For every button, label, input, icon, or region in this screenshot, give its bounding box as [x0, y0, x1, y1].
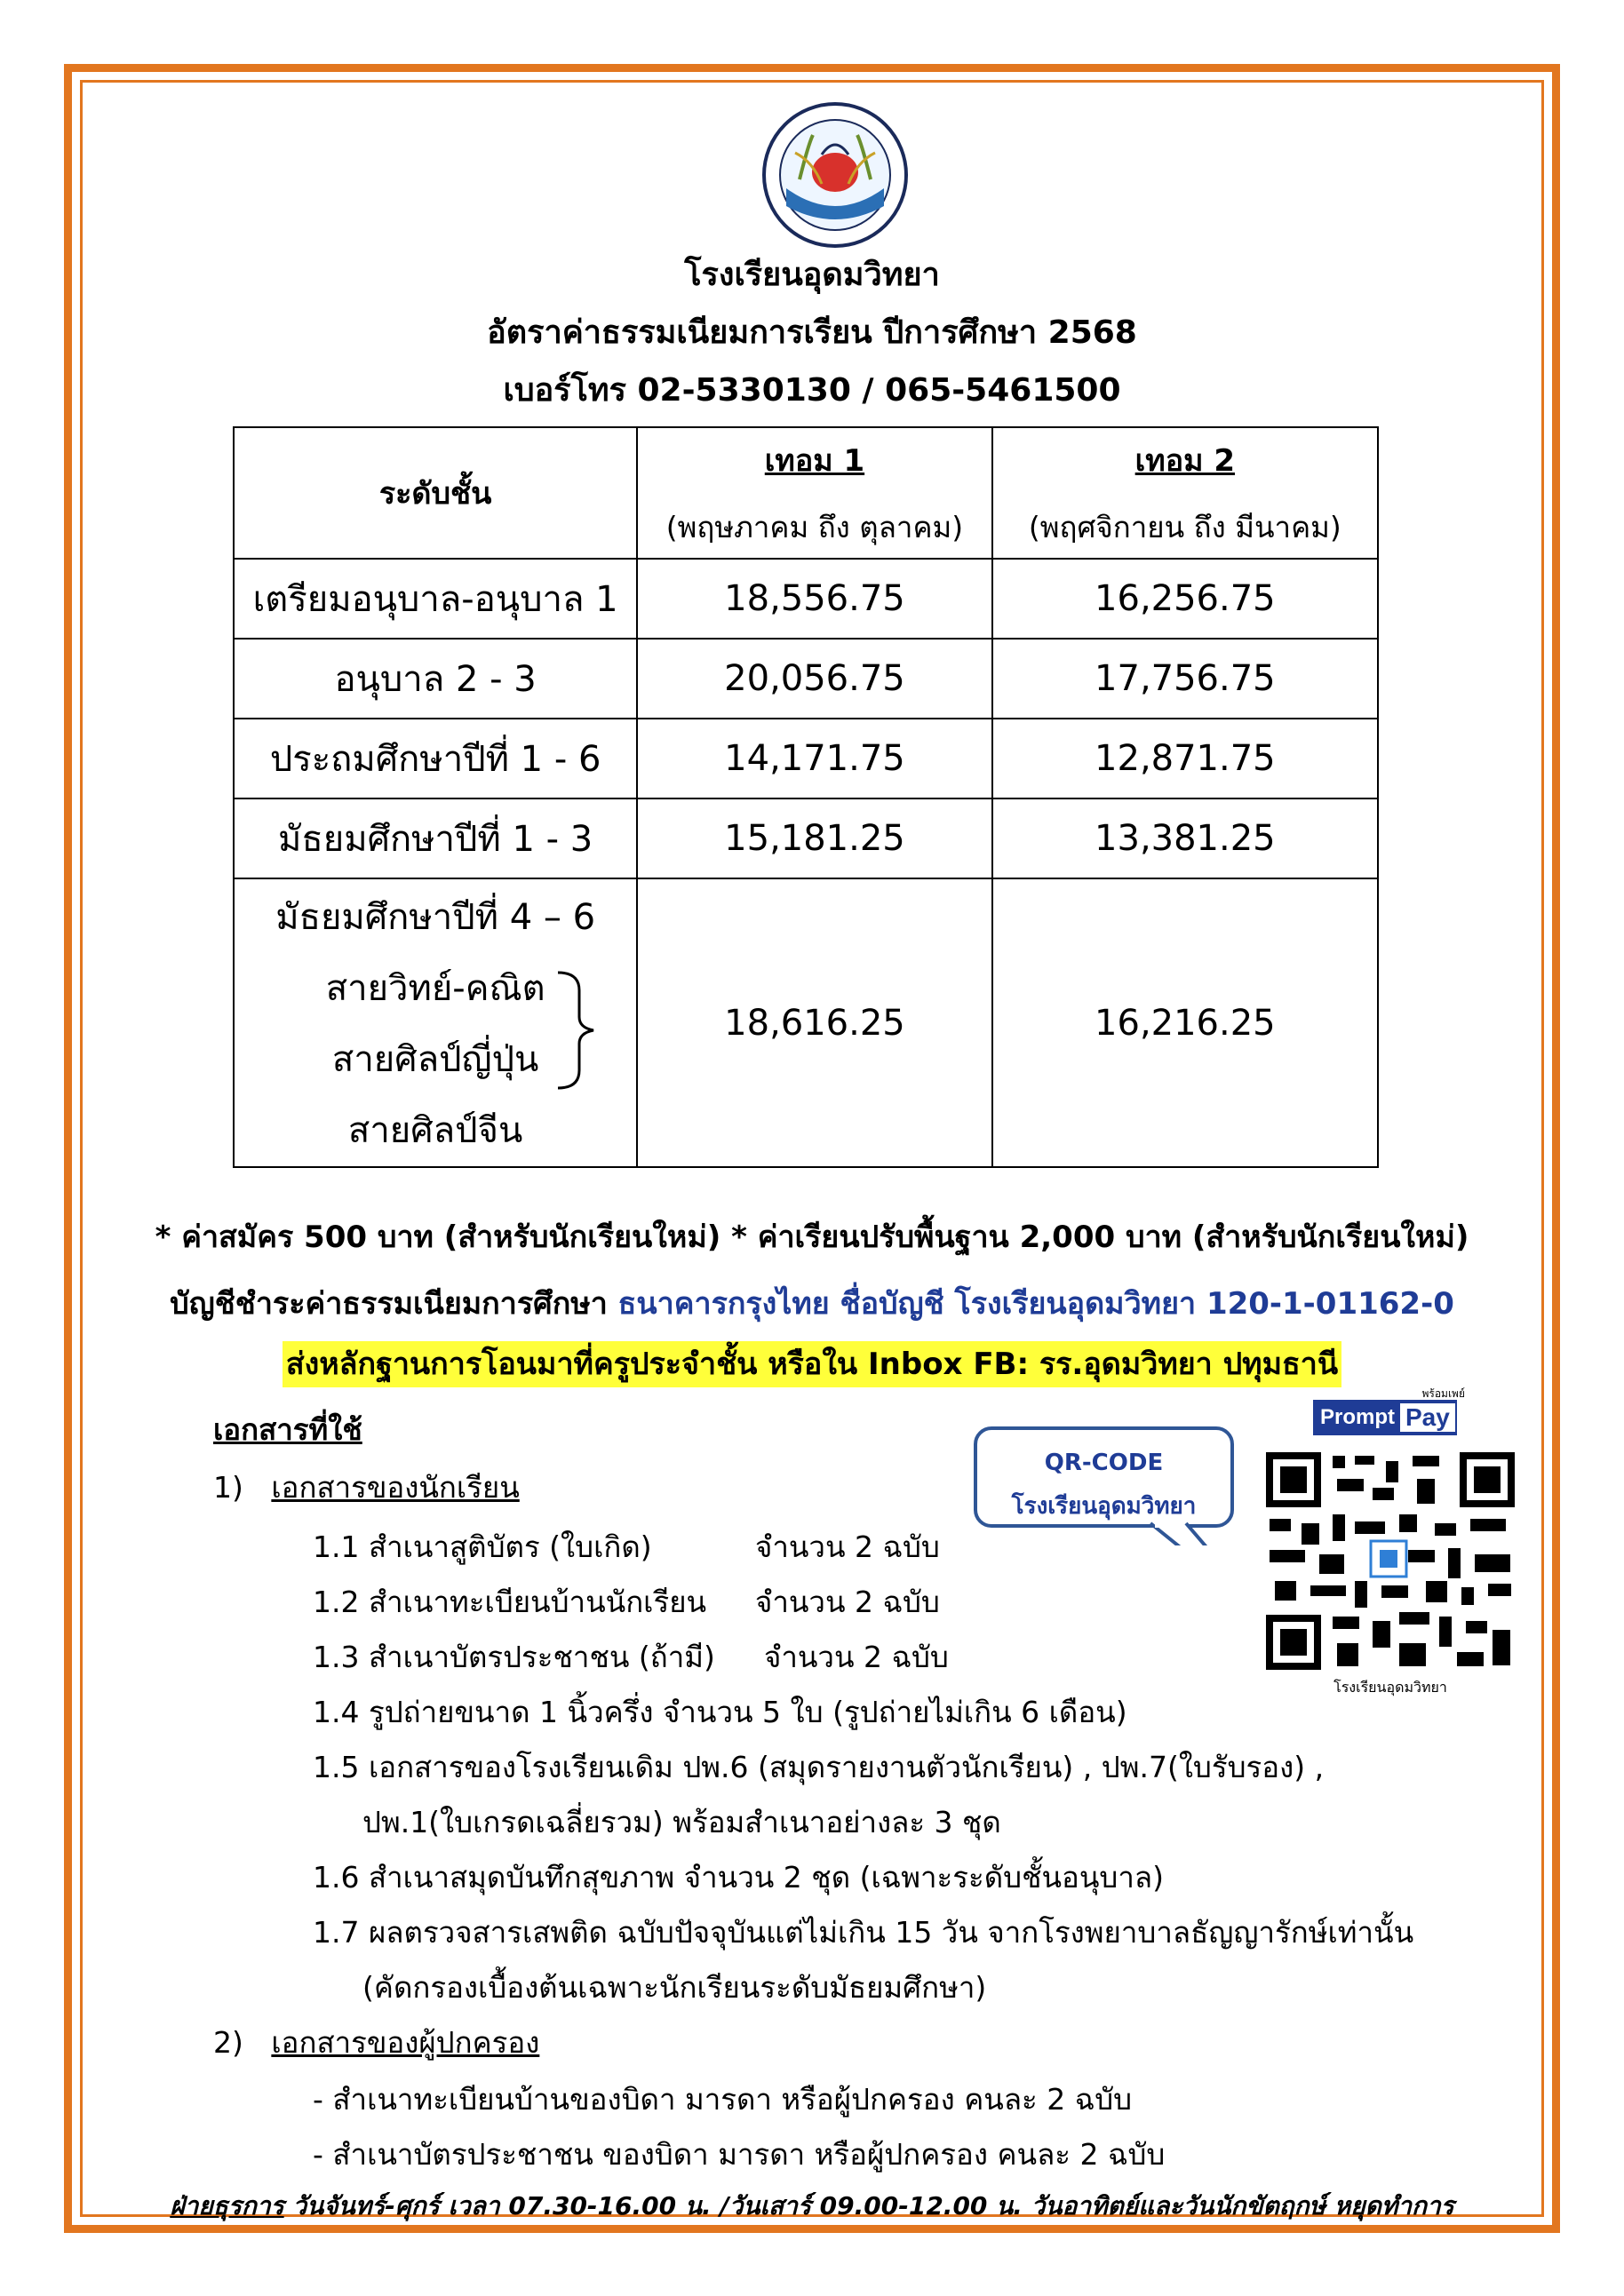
parent-docs-title: เอกสารของผู้ปกครอง: [271, 2025, 540, 2060]
term2-cell: 16,256.75: [992, 559, 1378, 639]
promptpay-logo: [1313, 1386, 1469, 1435]
list-item: 1.3 สำเนาบัตรประชาชน (ถ้ามี): [313, 1640, 715, 1674]
table-row: [234, 798, 1378, 878]
school-seal-icon: [760, 99, 911, 250]
list-item-qty: จำนวน 2 ฉบับ: [755, 1529, 940, 1564]
bubble-line2: โรงเรียนอุดมวิทยา: [1011, 1493, 1197, 1520]
term1-cell: 15,181.25: [637, 798, 991, 878]
level-header: ระดับชั้น: [234, 427, 637, 559]
qr-callout-bubble: [973, 1426, 1235, 1545]
stream-science: สายวิทย์-คณิต: [325, 968, 545, 1009]
account-prefix: บัญชีชำระค่าธรรมเนียมการศึกษา: [170, 1286, 618, 1322]
term2-cell: 12,871.75: [992, 719, 1378, 798]
list-item: 1.2 สำเนาทะเบียนบ้านนักเรียน: [313, 1585, 707, 1619]
table-row: [234, 878, 1378, 1167]
term1-header: เทอม 1 (พฤษภาคม ถึง ตุลาคม): [637, 427, 991, 559]
student-docs-num: 1): [213, 1470, 243, 1505]
qr-code-icon: [1266, 1452, 1515, 1670]
term1-cell: 20,056.75: [637, 639, 991, 719]
table-header-row: [234, 427, 1378, 559]
phone-line: เบอร์โทร 02-5330130 / 065-5461500: [503, 372, 1121, 409]
brace-icon: [554, 964, 608, 1097]
office-hours-text: วันจันทร์-ศุกร์ เวลา 07.30-16.00 น. /วันเสาร์ 09.00-12.00 น. วันอาทิตย์และวันนักขัตฤกษ์ หยุดทำการ: [283, 2191, 1454, 2221]
level-cell: ประถมศึกษาปีที่ 1 - 6: [234, 719, 637, 798]
level-cell: อนุบาล 2 - 3: [234, 639, 637, 719]
table-row: [234, 719, 1378, 798]
parent-docs-heading: [213, 2019, 539, 2066]
level-cell: เตรียมอนุบาล-อนุบาล 1: [234, 559, 637, 639]
bank-account-line: [0, 1279, 1624, 1327]
stream-japanese: สายศิลป์ญี่ปุ่น: [331, 1039, 539, 1080]
list-item: - สำเนาทะเบียนบ้านของบิดา มารดา หรือผู้ปกครอง คนละ 2 ฉบับ: [313, 2082, 1133, 2117]
list-item: 1.1 สำเนาสูติบัตร (ใบเกิด): [313, 1529, 652, 1564]
level-cell-streams: [234, 878, 637, 1167]
school-name: โรงเรียนอุดมวิทยา: [684, 257, 940, 293]
term1-cell: 18,616.25: [637, 878, 991, 1167]
fee-subtitle: อัตราค่าธรรมเนียมการเรียน ปีการศึกษา 2568: [487, 314, 1137, 351]
list-item: 1.5 เอกสารของโรงเรียนเดิม ปพ.6 (สมุดรายงานตัวนักเรียน) , ปพ.7(ใบรับรอง) ,: [313, 1750, 1325, 1784]
list-item: - สำเนาบัตรประชาชน ของบิดา มารดา หรือผู้ปกครอง คนละ 2 ฉบับ: [313, 2137, 1166, 2172]
table-row: [234, 639, 1378, 719]
level-cell: มัธยมศึกษาปีที่ 1 - 3: [234, 798, 637, 878]
student-docs-title: เอกสารของนักเรียน: [271, 1470, 520, 1505]
list-item: 1.7 ผลตรวจสารเสพติด ฉบับปัจจุบันแต่ไม่เกิน 15 วัน จากโรงพยาบาลธัญญารักษ์เท่านั้น: [313, 1915, 1414, 1950]
list-item-qty: จำนวน 2 ฉบับ: [764, 1640, 949, 1674]
list-item: 1.6 สำเนาสมุดบันทึกสุขภาพ จำนวน 2 ชุด (เฉพาะระดับชั้นอนุบาล): [313, 1860, 1164, 1895]
term2-cell: 17,756.75: [992, 639, 1378, 719]
office-dept: ฝ่ายธุรการ: [170, 2191, 284, 2221]
table-row: [234, 559, 1378, 639]
application-fees-note: * ค่าสมัคร 500 บาท (สำหรับนักเรียนใหม่) * ค่าเรียนปรับพื้นฐาน 2,000 บาท (สำหรับนักเรียนใหม่): [155, 1220, 1469, 1255]
fee-table: [233, 426, 1379, 1168]
level-text: มัธยมศึกษาปีที่ 4 – 6: [275, 897, 596, 938]
account-detail: ธนาคารกรุงไทย ชื่อบัญชี โรงเรียนอุดมวิทยา 120-1-01162-0: [617, 1286, 1454, 1322]
promptpay-pay: Pay: [1400, 1403, 1455, 1432]
list-item-cont: ปพ.1(ใบเกรดเฉลี่ยรวม) พร้อมสำเนาอย่างละ 3 ชุด: [362, 1805, 1001, 1839]
term1-cell: 14,171.75: [637, 719, 991, 798]
list-item-cont: (คัดกรองเบื้องต้นเฉพาะนักเรียนระดับมัธยมศึกษา): [362, 1970, 987, 2005]
term2-cell: 13,381.25: [992, 798, 1378, 878]
term2-header: เทอม 2 (พฤศจิกายน ถึง มีนาคม): [992, 427, 1378, 559]
promptpay-prompt: Prompt: [1320, 1405, 1395, 1429]
office-hours: [0, 2187, 1624, 2226]
list-item-qty: จำนวน 2 ฉบับ: [755, 1585, 940, 1619]
promptpay-small-text: พร้อมเพย์: [1421, 1387, 1465, 1400]
qr-caption: โรงเรียนอุดมวิทยา: [1333, 1679, 1447, 1696]
documents-heading: เอกสารที่ใช้: [213, 1412, 362, 1447]
term2-cell: 16,216.25: [992, 878, 1378, 1167]
student-docs-heading: [213, 1464, 520, 1511]
term1-cell: 18,556.75: [637, 559, 991, 639]
parent-docs-num: 2): [213, 2025, 243, 2060]
bubble-line1: QR-CODE: [1044, 1450, 1164, 1476]
proof-highlight: ส่งหลักฐานการโอนมาที่ครูประจำชั้น หรือใน Inbox FB: รร.อุดมวิทยา ปทุมธานี: [283, 1341, 1341, 1387]
promptpay-badge: [1313, 1400, 1457, 1435]
stream-chinese: สายศิลป์จีน: [347, 1110, 523, 1151]
proof-line: [0, 1339, 1624, 1387]
list-item: 1.4 รูปถ่ายขนาด 1 นิ้วครึ่ง จำนวน 5 ใบ (รูปถ่ายไม่เกิน 6 เดือน): [313, 1695, 1127, 1729]
